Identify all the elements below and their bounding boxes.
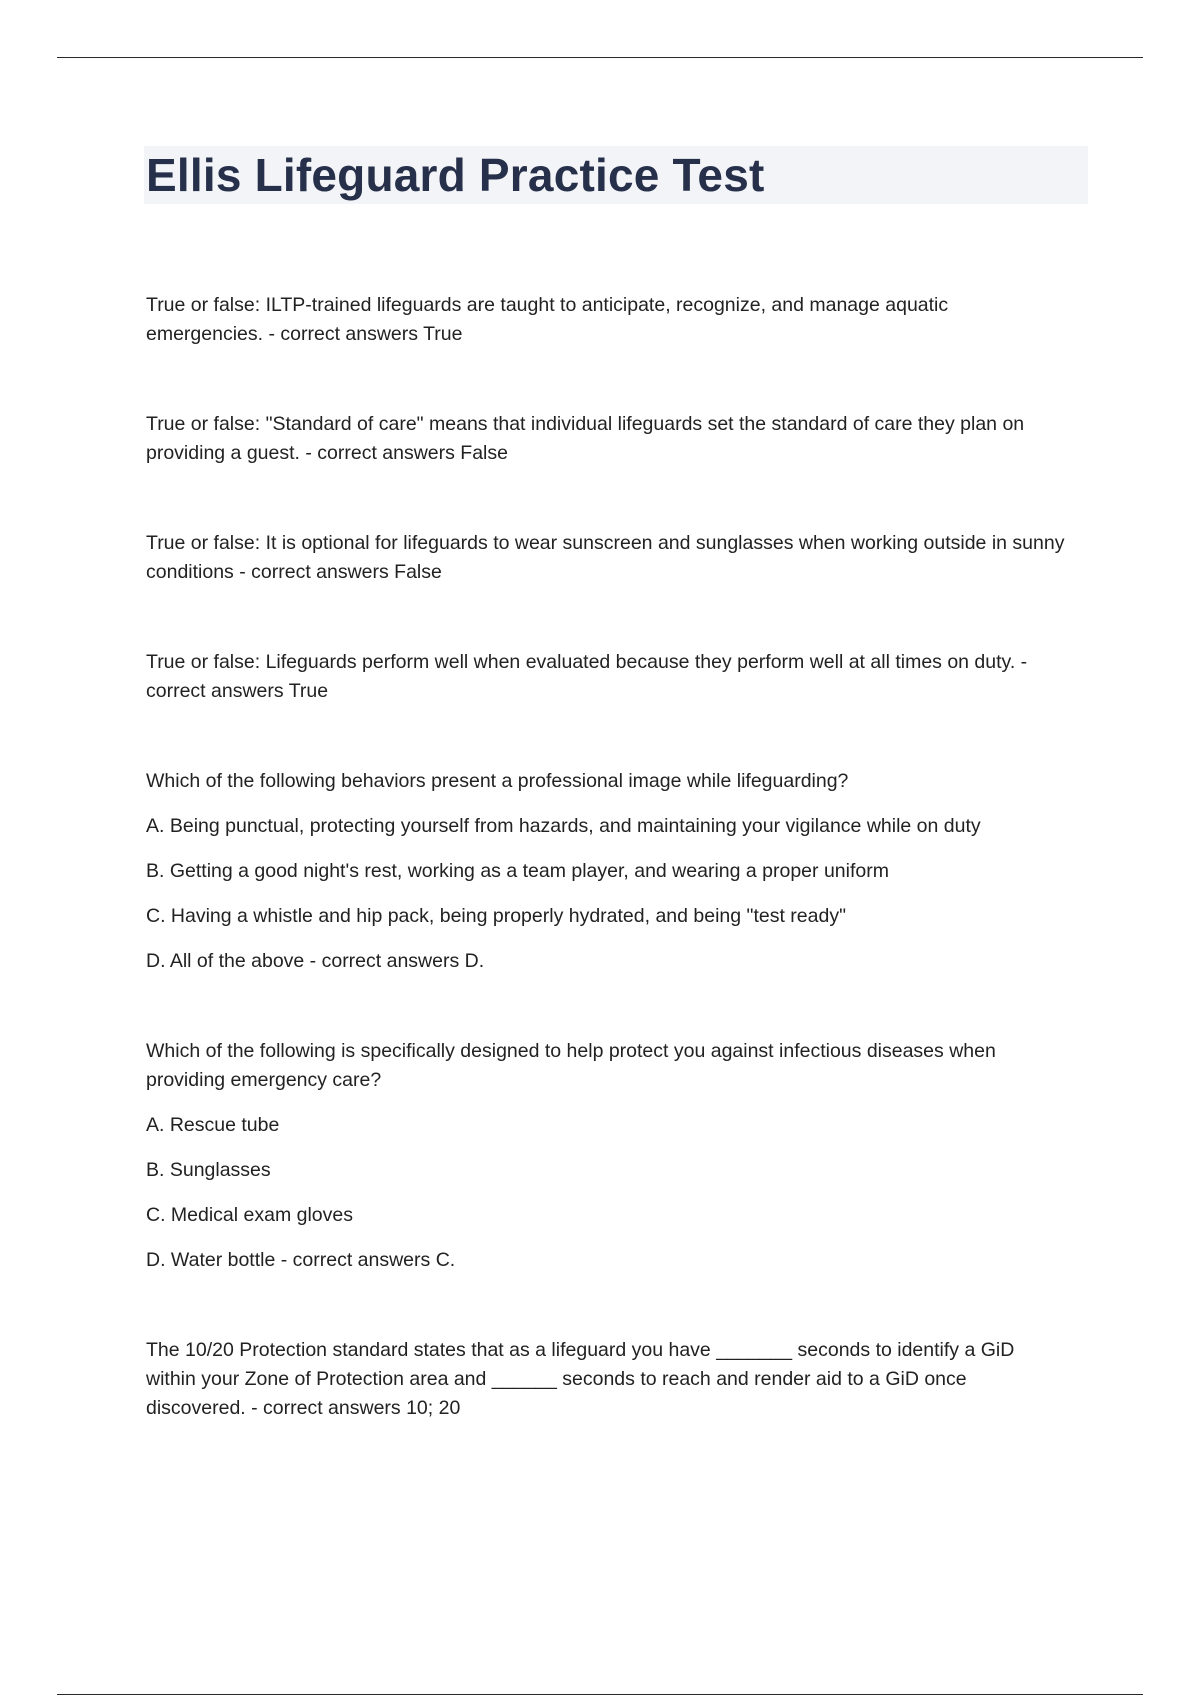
question-item xyxy=(146,648,1086,706)
document-title: Ellis Lifeguard Practice Test xyxy=(146,149,765,201)
answer-option: D. Water bottle - correct answers C. xyxy=(146,1249,456,1271)
answer-option: C. Medical exam gloves xyxy=(146,1204,353,1226)
question-text: True or false: Lifeguards perform well when evaluated because they perform well at all times on duty. - correct answers True xyxy=(146,651,1028,702)
question-item xyxy=(146,1336,1046,1423)
answer-option: B. Sunglasses xyxy=(146,1159,271,1181)
top-rule xyxy=(57,57,1143,58)
question-text: Which of the following is specifically designed to help protect you against infectious diseases when providing emergency care? xyxy=(146,1040,996,1091)
question-list xyxy=(146,291,1086,1423)
question-item xyxy=(146,767,1086,976)
question-item xyxy=(146,410,1086,468)
answer-option: C. Having a whistle and hip pack, being properly hydrated, and being "test ready" xyxy=(146,905,847,927)
answer-option: D. All of the above - correct answers D. xyxy=(146,950,485,972)
question-text: True or false: "Standard of care" means that individual lifeguards set the standard of care they plan on providing a guest. - correct answers False xyxy=(146,413,1025,464)
question-text: Which of the following behaviors present a professional image while lifeguarding? xyxy=(146,770,849,792)
question-item xyxy=(146,529,1086,587)
bottom-rule xyxy=(57,1694,1143,1695)
question-text: True or false: ILTP-trained lifeguards are taught to anticipate, recognize, and manage aquatic emergencies. - correct answers True xyxy=(146,294,949,345)
answer-option: A. Being punctual, protecting yourself from hazards, and maintaining your vigilance while on duty xyxy=(146,815,981,837)
question-text: The 10/20 Protection standard states that as a lifeguard you have _______ seconds to identify a GiD within your Zone of Protection area and ______ seconds to reach and render aid to a GiD once discovered. - correct answers 10; 20 xyxy=(146,1339,1015,1419)
question-item xyxy=(146,1037,1046,1275)
question-text: True or false: It is optional for lifeguards to wear sunscreen and sunglasses when working outside in sunny conditions - correct answers False xyxy=(146,532,1065,583)
question-item xyxy=(146,291,986,349)
answer-option: B. Getting a good night's rest, working as a team player, and wearing a proper uniform xyxy=(146,860,889,882)
answer-option: A. Rescue tube xyxy=(146,1114,280,1136)
